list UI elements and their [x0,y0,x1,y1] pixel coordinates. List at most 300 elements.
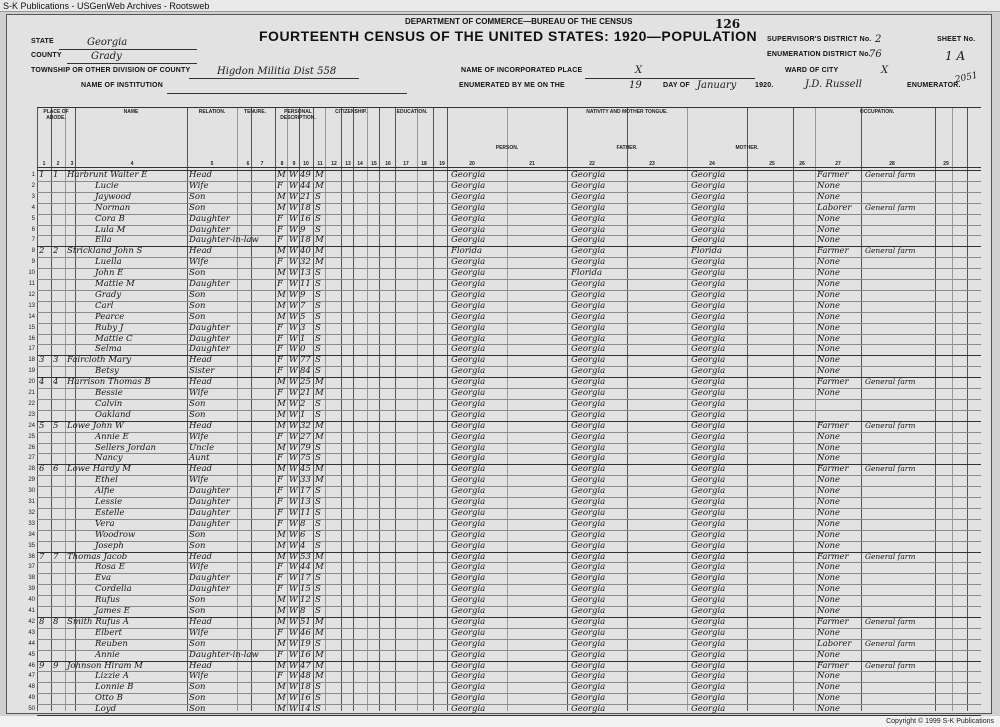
enumerator-label: ENUMERATOR. [907,82,961,89]
race: W [289,300,298,311]
census-page-viewer[interactable] [0,12,1000,716]
person-name: Loyd [95,704,117,715]
birthplace: Georgia [451,333,486,344]
father-birthplace: Georgia [571,322,606,333]
industry: General farm [865,170,916,179]
occupation: None [817,180,841,191]
enumeration-district-value: 76 [869,49,882,60]
birthplace: Georgia [451,279,486,289]
row-number: 10 [28,270,35,277]
age: 17 [300,573,311,584]
age: 40 [300,246,311,257]
occupation: None [817,529,841,540]
father-birthplace: Georgia [571,573,606,584]
mother-birthplace: Georgia [691,649,726,660]
father-birthplace: Georgia [571,660,606,671]
family-number: 1 [53,170,59,180]
father-birthplace: Georgia [571,366,606,377]
dwelling-number: 1 [39,170,45,180]
family-number: 3 [53,355,59,366]
incorporated-place-label: NAME OF INCORPORATED PLACE [461,67,583,74]
sex: M [277,551,286,562]
race: W [289,355,298,366]
column-number: 9 [292,161,296,167]
marital-status: S [315,366,321,377]
row-number: 45 [28,651,35,658]
family-number: 6 [53,464,59,475]
marital-status: M [315,660,324,671]
person-name: James E [95,606,130,616]
father-birthplace: Georgia [571,627,606,638]
relation: Daughter [189,224,230,235]
person-name: Estelle [95,507,125,518]
mother-birthplace: Georgia [691,475,726,486]
birthplace: Georgia [451,213,486,224]
father-birthplace: Georgia [571,333,606,344]
person-name: Annie E [95,431,129,442]
column-group-7: NATIVITY AND MOTHER TONGUE. [586,109,668,115]
sex: M [277,682,286,693]
father-birthplace: Georgia [571,388,606,398]
marital-status: M [315,671,324,682]
relation: Son [189,540,206,551]
column-number: 15 [371,161,377,167]
relation: Son [189,398,206,409]
person-name: Cora B [95,213,125,224]
row-number: 27 [28,455,35,462]
person-name: Mattie C [95,333,133,344]
person-name: Sellers Jordan [95,442,157,453]
corner-number: 2051 [954,70,979,86]
relation: Head [189,420,212,431]
race: W [289,235,298,246]
occupation: None [817,595,841,606]
person-name: Calvin [95,398,123,409]
marital-status: M [315,551,324,562]
father-birthplace: Georgia [571,202,606,213]
age: 11 [300,279,311,289]
marital-status: S [315,191,321,202]
age: 9 [300,224,306,235]
sex: F [277,388,283,398]
row-number: 25 [28,433,35,440]
sex: F [277,344,283,355]
father-birthplace: Georgia [571,475,606,486]
birthplace: Georgia [451,366,486,377]
row-number: 21 [28,390,35,396]
birthplace: Georgia [451,322,486,333]
person-name: Alfie [95,486,115,497]
dwelling-number: 7 [39,551,45,562]
mother-birthplace: Georgia [691,562,726,573]
row-number: 48 [28,684,35,691]
mother-birthplace: Georgia [691,279,726,289]
supervisor-district-value: 2 [875,34,882,45]
race: W [289,627,298,638]
father-birthplace: Georgia [571,562,606,573]
race: W [289,704,298,715]
father-birthplace: Georgia [571,616,606,627]
father-birthplace: Georgia [571,529,606,540]
mother-birthplace: Georgia [691,442,726,453]
relation: Uncle [189,442,215,453]
mother-birthplace: Georgia [691,409,726,420]
race: W [289,453,298,464]
birthplace: Georgia [451,191,486,202]
mother-birthplace: Georgia [691,627,726,638]
person-name: Lowe Hardy M [67,464,131,475]
column-number: 14 [357,161,363,167]
age: 79 [300,442,311,453]
marital-status: S [315,540,321,551]
person-name: Harbrunt Walter E [67,170,148,180]
row-number: 20 [28,379,35,386]
sex: F [277,235,283,246]
mother-birthplace: Georgia [691,311,726,322]
marital-status: M [315,388,324,398]
birthplace: Georgia [451,540,486,551]
supervisor-district-label: SUPERVISOR'S DISTRICT No. [767,36,872,43]
row-number: 39 [28,586,35,593]
row-number: 4 [31,204,35,211]
sex: F [277,649,283,660]
age: 44 [300,562,311,573]
race: W [289,398,298,409]
birthplace: Georgia [451,660,486,671]
birthplace: Georgia [451,235,486,246]
occupation: None [817,366,841,377]
occupation: Farmer [817,616,849,627]
father-birthplace: Georgia [571,420,606,431]
mother-birthplace: Georgia [691,398,726,409]
father-birthplace: Georgia [571,551,606,562]
year-label: 1920. [755,82,774,89]
column-group-4: PERSONAL DESCRIPTION. [280,109,316,121]
occupation: None [817,671,841,682]
sex: F [277,180,283,191]
sex: M [277,420,286,431]
occupation: None [817,453,841,464]
age: 8 [300,606,306,616]
person-name: Reuben [95,638,128,649]
person-name: Johnson Hiram M [67,660,143,671]
row-number: 16 [28,335,35,342]
marital-status: M [315,627,324,638]
father-birthplace: Georgia [571,279,606,289]
row-number: 50 [28,706,35,713]
column-number: 7 [260,161,264,167]
age: 9 [300,289,306,300]
row-number: 7 [31,237,35,244]
marital-status: S [315,704,321,715]
birthplace: Georgia [451,431,486,442]
column-number: 24 [709,161,715,167]
birthplace: Georgia [451,377,486,388]
sex: M [277,289,286,300]
age: 3 [300,322,306,333]
person-name: Nancy [95,453,123,464]
sex: M [277,704,286,715]
sex: F [277,333,283,344]
row-number: 33 [28,520,35,527]
birthplace: Georgia [451,475,486,486]
enumerator-signature: J.D. Russell [805,79,862,90]
family-number: 9 [53,660,59,671]
column-number: 21 [529,161,535,167]
industry: General farm [865,202,916,212]
birthplace: Florida [451,246,483,257]
father-birthplace: Georgia [571,682,606,693]
race: W [289,246,298,257]
column-number: 23 [649,161,655,167]
relation: Head [189,377,212,388]
marital-status: S [315,355,321,366]
copyright-footer: Copyright © 1999 S-K Publications [0,716,1000,727]
sex: F [277,584,283,595]
mother-birthplace: Georgia [691,682,726,693]
relation: Wife [189,431,209,442]
race: W [289,660,298,671]
race: W [289,442,298,453]
father-birthplace: Georgia [571,398,606,409]
column-number: 19 [439,161,445,167]
marital-status: S [315,682,321,693]
father-birthplace: Georgia [571,606,606,616]
stamp-number: 126 [715,17,741,31]
relation: Son [189,311,206,322]
relation: Son [189,595,206,606]
father-birthplace: Georgia [571,595,606,606]
sex: M [277,616,286,627]
column-number: 28 [889,161,895,167]
race: W [289,693,298,704]
marital-status: S [315,344,321,355]
relation: Daughter [189,333,230,344]
person-name: Ella [95,235,112,246]
sex: F [277,213,283,224]
row-number: 14 [28,313,35,320]
row-number: 2 [31,182,35,189]
race: W [289,377,298,388]
row-number: 29 [28,477,35,484]
race: W [289,420,298,431]
relation: Daughter [189,584,230,595]
occupation: None [817,540,841,551]
mother-birthplace: Georgia [691,344,726,355]
mother-birthplace: Georgia [691,573,726,584]
mother-birthplace: Georgia [691,388,726,398]
mother-birthplace: Georgia [691,420,726,431]
marital-status: S [315,595,321,606]
enumerated-day: 19 [629,80,642,91]
race: W [289,606,298,616]
father-birthplace: Georgia [571,409,606,420]
birthplace: Georgia [451,497,486,507]
race: W [289,311,298,322]
occupation: Farmer [817,660,849,671]
person-name: Lucie [95,180,119,191]
father-birthplace: Georgia [571,355,606,366]
race: W [289,616,298,627]
marital-status: M [315,235,324,246]
marital-status: M [315,420,324,431]
race: W [289,638,298,649]
age: 13 [300,497,311,507]
person-name: Elbert [95,627,122,638]
relation: Daughter [189,213,230,224]
race: W [289,268,298,279]
race: W [289,180,298,191]
marital-status: S [315,409,321,420]
birthplace: Georgia [451,704,486,715]
row-number: 47 [28,673,35,680]
father-birthplace: Georgia [571,170,606,180]
row-number: 22 [28,400,35,407]
occupation: None [817,311,841,322]
father-birthplace: Georgia [571,377,606,388]
race: W [289,213,298,224]
person-name: Lessie [95,497,123,507]
sex: M [277,300,286,311]
age: 18 [300,235,311,246]
race: W [289,486,298,497]
relation: Daughter-in-law [189,235,259,246]
mother-birthplace: Florida [691,246,723,257]
relation: Son [189,704,206,715]
sex: F [277,257,283,268]
sex: M [277,202,286,213]
column-group-0: PLACE OF ABODE. [43,109,69,121]
age: 27 [300,431,311,442]
department-heading: DEPARTMENT OF COMMERCE—BUREAU OF THE CENSUS [405,17,633,26]
birthplace: Georgia [451,355,486,366]
mother-birthplace: Georgia [691,170,726,180]
father-birthplace: Georgia [571,464,606,475]
race: W [289,388,298,398]
sex: F [277,497,283,507]
relation: Wife [189,671,209,682]
sex: F [277,224,283,235]
mother-birthplace: Georgia [691,180,726,191]
relation: Head [189,464,212,475]
age: 25 [300,377,311,388]
relation: Head [189,551,212,562]
occupation: None [817,333,841,344]
father-birthplace: Georgia [571,257,606,268]
father-birthplace: Georgia [571,704,606,715]
age: 14 [300,704,311,715]
mother-birthplace: Georgia [691,224,726,235]
sex: M [277,638,286,649]
person-name: Strickland John S [67,246,143,257]
relation: Son [189,268,206,279]
marital-status: M [315,246,324,257]
father-birthplace: Georgia [571,246,606,257]
person-name: Cordelia [95,584,132,595]
age: 77 [300,355,311,366]
occupation: None [817,693,841,704]
column-number: 1 [42,161,46,167]
row-number: 35 [28,542,35,549]
person-name: Annie [95,649,120,660]
occupation: None [817,322,841,333]
race: W [289,649,298,660]
person-name: Vera [95,518,115,529]
mother-birthplace: Georgia [691,431,726,442]
relation: Wife [189,475,209,486]
dwelling-number: 3 [39,355,45,366]
birthplace: Georgia [451,170,486,180]
marital-status: S [315,573,321,584]
marital-status: S [315,279,321,289]
row-number: 23 [28,411,35,418]
occupation: None [817,213,841,224]
marital-status: S [315,638,321,649]
column-group-8: OCCUPATION. [859,109,895,115]
person-name: Lula M [95,224,126,235]
mother-birthplace: Georgia [691,213,726,224]
relation: Daughter [189,573,230,584]
county-value: Grady [91,51,122,62]
marital-status: S [315,453,321,464]
nativity-subgroup-2: MOTHER. [735,145,759,151]
race: W [289,584,298,595]
race: W [289,333,298,344]
row-number: 13 [28,302,35,309]
mother-birthplace: Georgia [691,584,726,595]
birthplace: Georgia [451,671,486,682]
age: 48 [300,671,311,682]
sheet-label: SHEET No. [937,36,976,43]
township-value: Higdon Militia Dist 558 [217,66,337,77]
relation: Head [189,246,212,257]
column-group-6: EDUCATION. [396,109,428,115]
birthplace: Georgia [451,606,486,616]
marital-status: S [315,322,321,333]
sex: M [277,529,286,540]
mother-birthplace: Georgia [691,300,726,311]
relation: Son [189,693,206,704]
age: 5 [300,311,306,322]
father-birthplace: Georgia [571,693,606,704]
enumeration-district-label: ENUMERATION DISTRICT No. [767,51,871,58]
sex: M [277,606,286,616]
race: W [289,540,298,551]
race: W [289,257,298,268]
father-birthplace: Georgia [571,344,606,355]
marital-status: M [315,562,324,573]
person-name: Joseph [95,540,124,551]
row-number: 42 [28,618,35,625]
age: 75 [300,453,311,464]
marital-status: S [315,507,321,518]
state-label: STATE [31,38,54,45]
age: 13 [300,268,311,279]
father-birthplace: Georgia [571,497,606,507]
race: W [289,595,298,606]
person-name: Bessie [95,388,123,398]
relation: Son [189,409,206,420]
age: 11 [300,507,311,518]
birthplace: Georgia [451,693,486,704]
person-name: Selma [95,344,122,355]
age: 49 [300,170,311,180]
relation: Wife [189,388,209,398]
row-number: 18 [28,357,35,364]
race: W [289,366,298,377]
birthplace: Georgia [451,268,486,279]
row-separator [37,399,981,400]
